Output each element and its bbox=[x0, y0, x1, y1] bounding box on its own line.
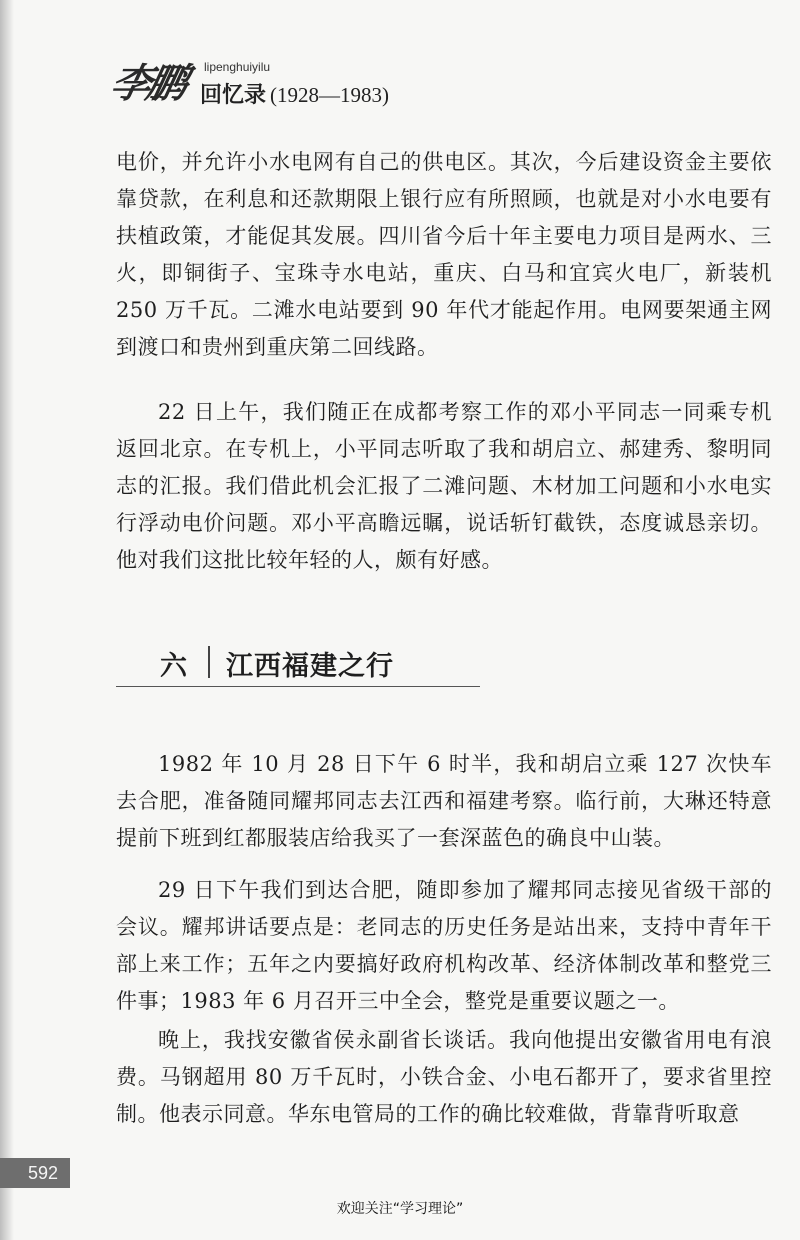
paragraph-evening-talk: 晚上，我找安徽省侯永副省长谈话。我向他提出安徽省用电有浪费。马钢超用 80 万千瓦时，小铁合金、小电石都开了，要求省里控制。他表示同意。华东电管局的工作的确比较难做，背靠背听取意 bbox=[116, 1028, 772, 1126]
section-number: 六 bbox=[160, 651, 187, 682]
book-years: (1928—1983) bbox=[270, 83, 390, 107]
paragraph-hefei-meeting: 29 日下午我们到达合肥，随即参加了耀邦同志接见省级干部的会议。耀邦讲话要点是：老同志的历史任务是站出来，支持中青年干部上来工作；五年之内要搞好政府机构改革、经济体制改革和整党三件事；1983 年 6 月召开三中全会，整党是重要议题之一。 bbox=[116, 878, 772, 1013]
paragraph-continued: 电价，并允许小水电网有自己的供电区。其次，今后建设资金主要依靠贷款，在利息和还款期限上银行应有所照顾，也就是对小水电要有扶植政策，才能促其发展。四川省今后十年主要电力项目是两水、三火，即铜街子、宝珠寺水电站，重庆、白马和宜宾火电厂，新装机 250 万千瓦。二滩水电站要到 90 年代才能起作用。电网要架通主网到渡口和贵州到重庆第二回线路。 bbox=[116, 150, 772, 359]
book-title-text: 回忆录 bbox=[200, 82, 267, 108]
section-heading bbox=[116, 640, 480, 687]
header-pinyin: lipenghuiyilu bbox=[204, 60, 271, 74]
footer-watermark-text: 欢迎关注“学习理论” bbox=[336, 1201, 464, 1217]
section-divider bbox=[208, 646, 210, 678]
page-number: 592 bbox=[0, 1158, 70, 1188]
running-header bbox=[106, 52, 532, 116]
section-title: 江西福建之行 bbox=[226, 651, 394, 682]
author-signature: 李鹏 bbox=[106, 60, 189, 107]
paragraph-deng-flight: 22 日上午，我们随正在成都考察工作的邓小平同志一同乘专机返回北京。在专机上，小平同志听取了我和胡启立、郝建秀、黎明同志的汇报。我们借此机会汇报了二滩问题、木材加工问题和小水电实行浮动电价问题。邓小平高瞻远瞩，说话斩钉截铁，态度诚恳亲切。他对我们这批比较年轻的人，颇有好感。 bbox=[116, 400, 772, 572]
spine-shadow bbox=[0, 0, 14, 1240]
paragraph-departure: 1982 年 10 月 28 日下午 6 时半，我和胡启立乘 127 次快车去合肥，准备随同耀邦同志去江西和福建考察。临行前，大琳还特意提前下班到红都服装店给我买了一套深蓝色的确良中山装。 bbox=[116, 752, 772, 850]
book-title bbox=[200, 78, 389, 109]
